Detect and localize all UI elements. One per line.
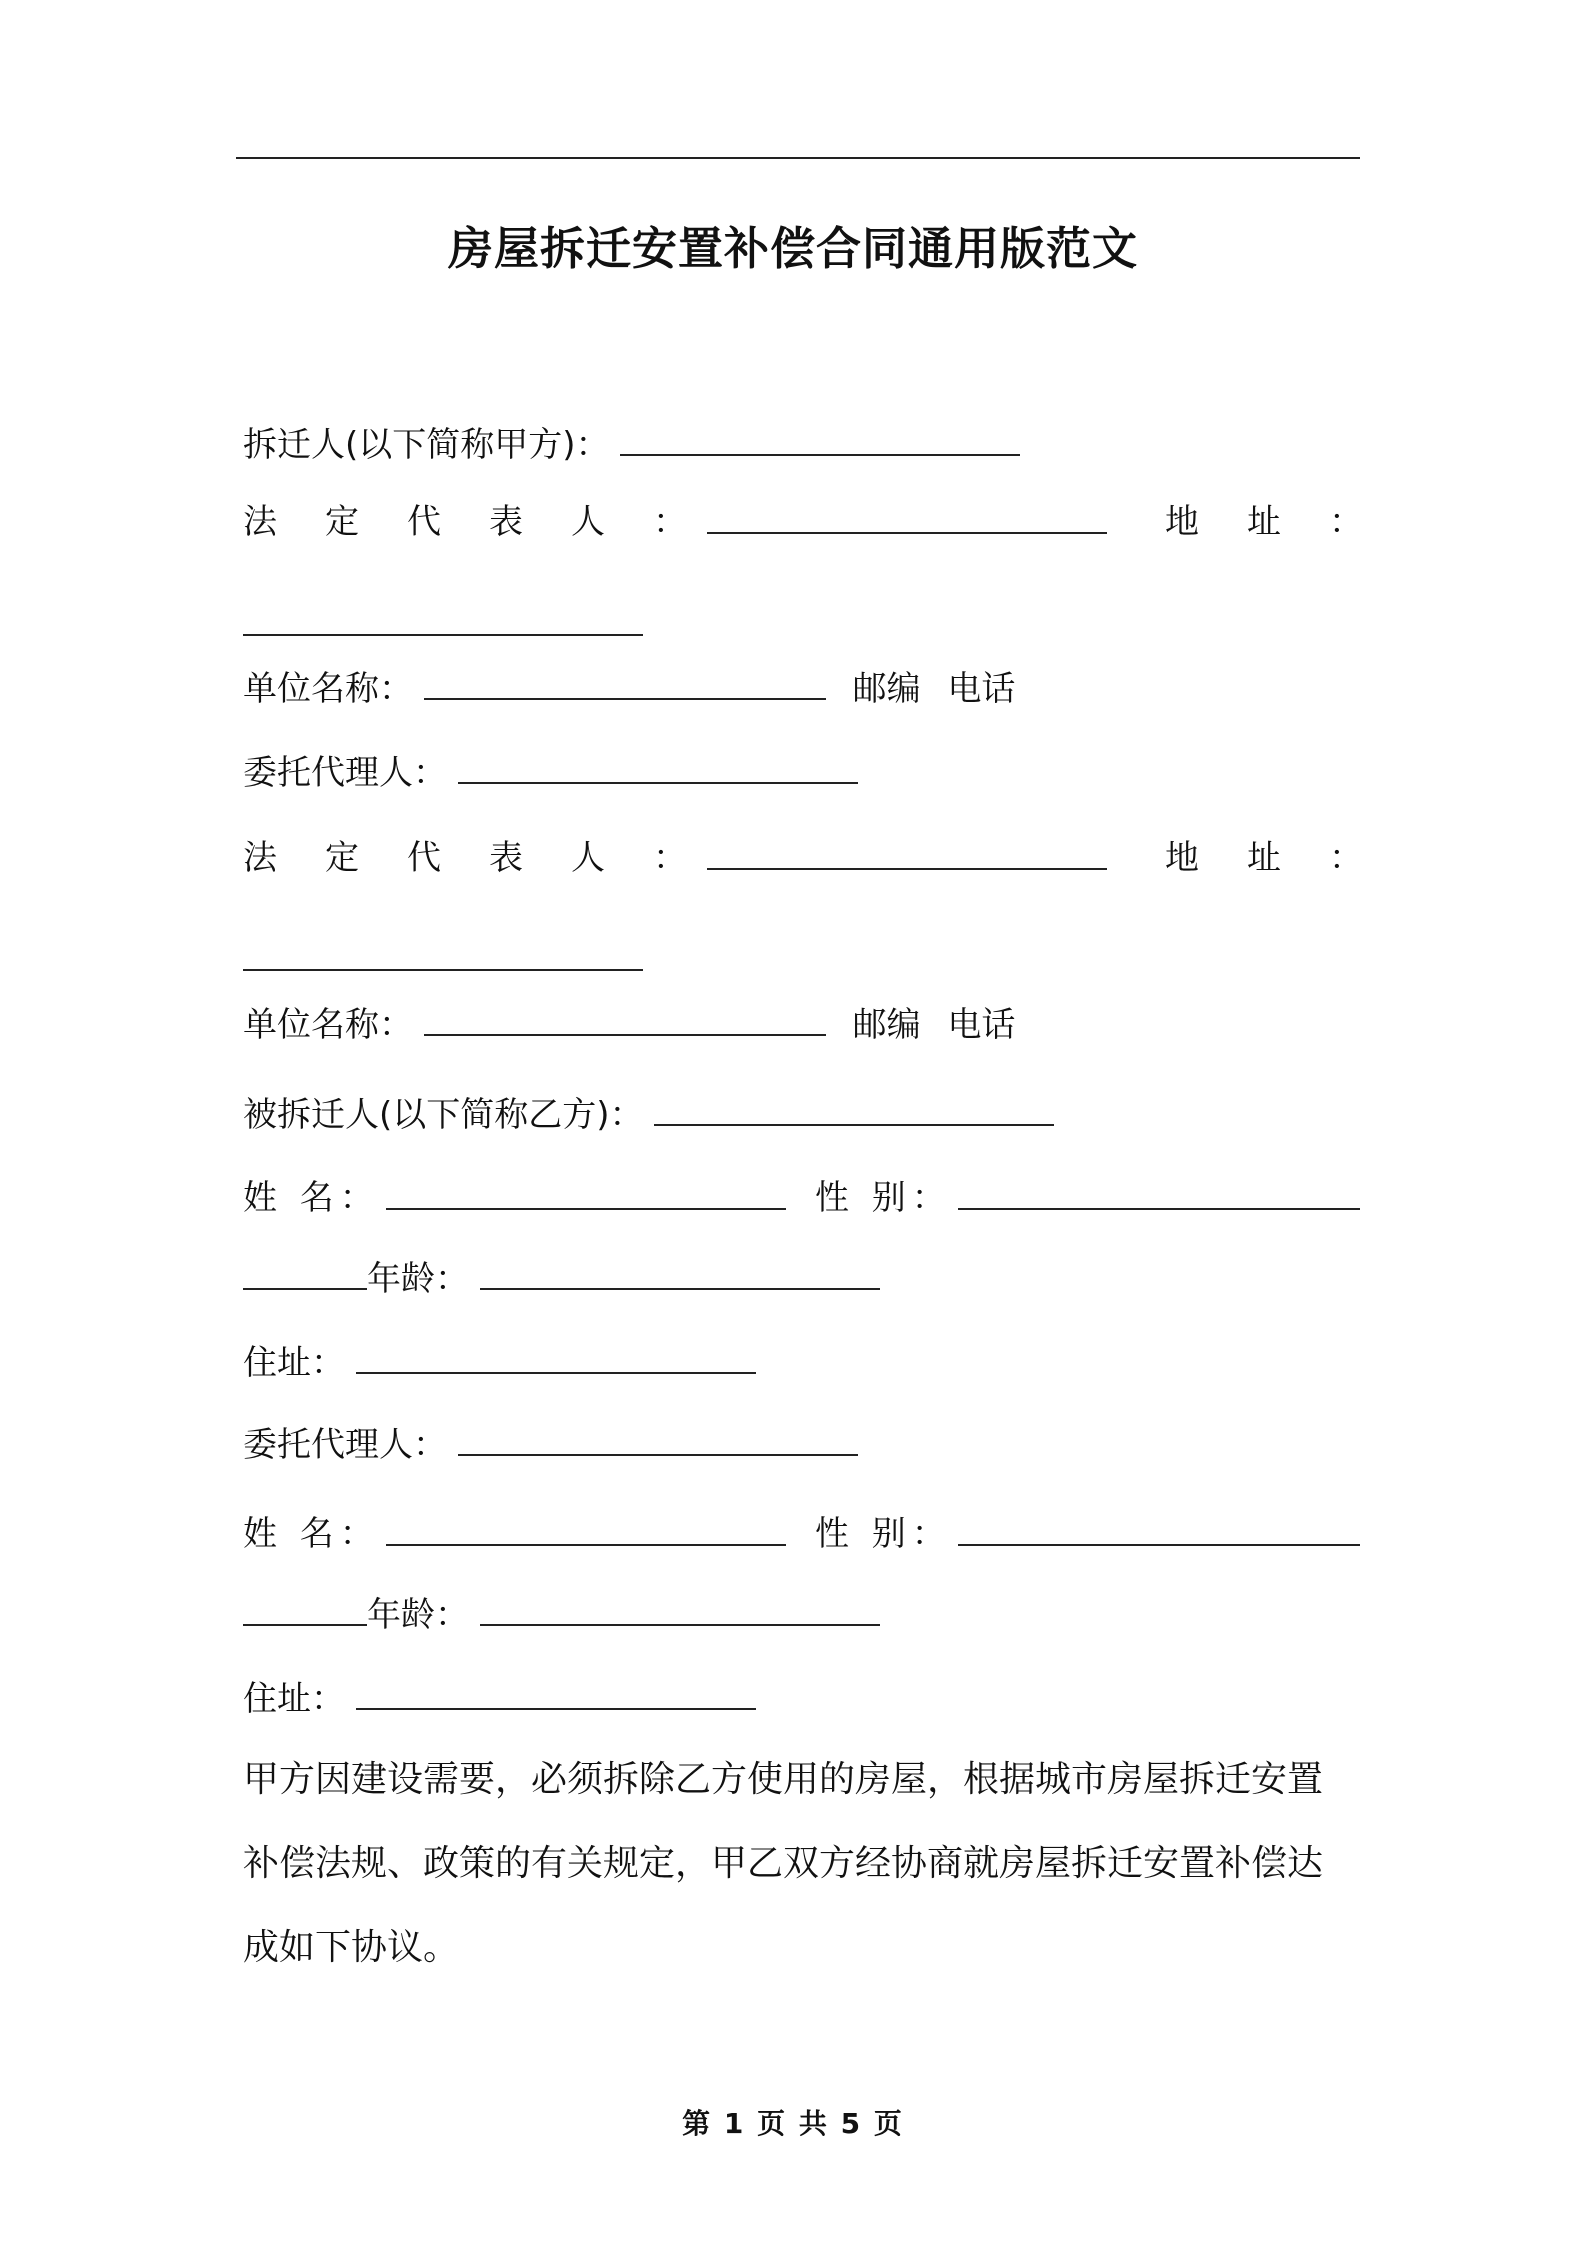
party-b-line (243, 1090, 1054, 1139)
party-a-unit-line (243, 664, 1015, 713)
party-a-unit-label: 单位名称： (243, 669, 413, 709)
party-b-agent-label: 委托代理人： (243, 1425, 447, 1465)
party-a-agent-legal-rep-label: 法定代表人： (243, 838, 735, 878)
party-b-agent-gender-blank[interactable] (958, 1510, 1360, 1546)
party-b-name-label: 姓 名： (243, 1178, 380, 1218)
party-a-address-label: 地址： (1165, 502, 1411, 542)
party-a-phone-label: 电话 (947, 669, 1016, 709)
party-a-agent-address-blank-line (243, 935, 643, 984)
party-b-agent-gender-label: 性 别： (815, 1514, 952, 1554)
party-a-legal-rep-blank[interactable] (707, 498, 1107, 534)
party-b-label: 被拆迁人(以下简称乙方)： (243, 1095, 644, 1135)
party-b-agent-address-line (243, 1674, 756, 1723)
party-a-agent-label: 委托代理人： (243, 753, 447, 793)
party-b-name-blank[interactable] (386, 1174, 786, 1210)
party-a-agent-unit-label: 单位名称： (243, 1005, 413, 1045)
party-b-agent-age-line (243, 1590, 880, 1639)
page-footer: 第 1 页 共 5 页 (682, 2107, 904, 2140)
party-b-address-label: 住址： (243, 1343, 345, 1383)
party-a-legal-rep-label: 法定代表人： (243, 502, 735, 542)
preamble-line-1: 甲方因建设需要，必须拆除乙方使用的房屋，根据城市房屋拆迁安置 (243, 1759, 1324, 1800)
party-b-agent-age-blank[interactable] (480, 1590, 880, 1626)
preamble-line-3: 成如下协议。 (243, 1927, 460, 1968)
party-b-agent-age-label: 年龄： (367, 1595, 469, 1635)
party-b-address-blank[interactable] (356, 1338, 756, 1374)
party-a-agent-address-blank[interactable] (243, 935, 643, 971)
party-a-agent-line (243, 748, 858, 797)
party-a-unit-blank[interactable] (424, 664, 826, 700)
party-b-age-blank[interactable] (480, 1254, 880, 1290)
party-b-agent-address-blank[interactable] (356, 1674, 756, 1710)
party-b-gender-label: 性 别： (815, 1178, 952, 1218)
party-a-agent-blank[interactable] (458, 748, 858, 784)
party-b-agent-line (243, 1420, 858, 1469)
party-a-blank[interactable] (620, 420, 1020, 456)
party-b-agent-gender-blank-cont[interactable] (243, 1590, 367, 1626)
party-a-agent-legal-rep-blank[interactable] (707, 834, 1107, 870)
party-b-age-label: 年龄： (367, 1259, 469, 1299)
party-b-blank[interactable] (654, 1090, 1054, 1126)
party-b-gender-blank-cont[interactable] (243, 1254, 367, 1290)
party-b-agent-address-label: 住址： (243, 1679, 345, 1719)
party-a-line (243, 420, 1020, 469)
party-a-agent-address-label: 地址： (1165, 838, 1411, 878)
party-a-label: 拆迁人(以下简称甲方)： (243, 425, 610, 465)
party-a-agent-phone-label: 电话 (947, 1005, 1016, 1045)
party-b-agent-blank[interactable] (458, 1420, 858, 1456)
party-a-agent-unit-line (243, 1000, 1015, 1049)
party-b-age-line (243, 1254, 880, 1303)
party-a-postal-label: 邮编 (852, 669, 921, 709)
party-a-address-blank[interactable] (243, 600, 643, 636)
party-b-address-line (243, 1338, 756, 1387)
party-a-agent-unit-blank[interactable] (424, 1000, 826, 1036)
party-b-gender-blank[interactable] (958, 1174, 1360, 1210)
party-a-address-blank-line (243, 600, 643, 649)
header-rule (236, 157, 1360, 159)
preamble-line-2: 补偿法规、政策的有关规定，甲乙双方经协商就房屋拆迁安置补偿达 (243, 1843, 1324, 1884)
party-a-agent-postal-label: 邮编 (852, 1005, 921, 1045)
party-b-agent-name-label: 姓 名： (243, 1514, 380, 1554)
document-title: 房屋拆迁安置补偿合同通用版范文 (447, 222, 1138, 275)
party-b-agent-name-blank[interactable] (386, 1510, 786, 1546)
